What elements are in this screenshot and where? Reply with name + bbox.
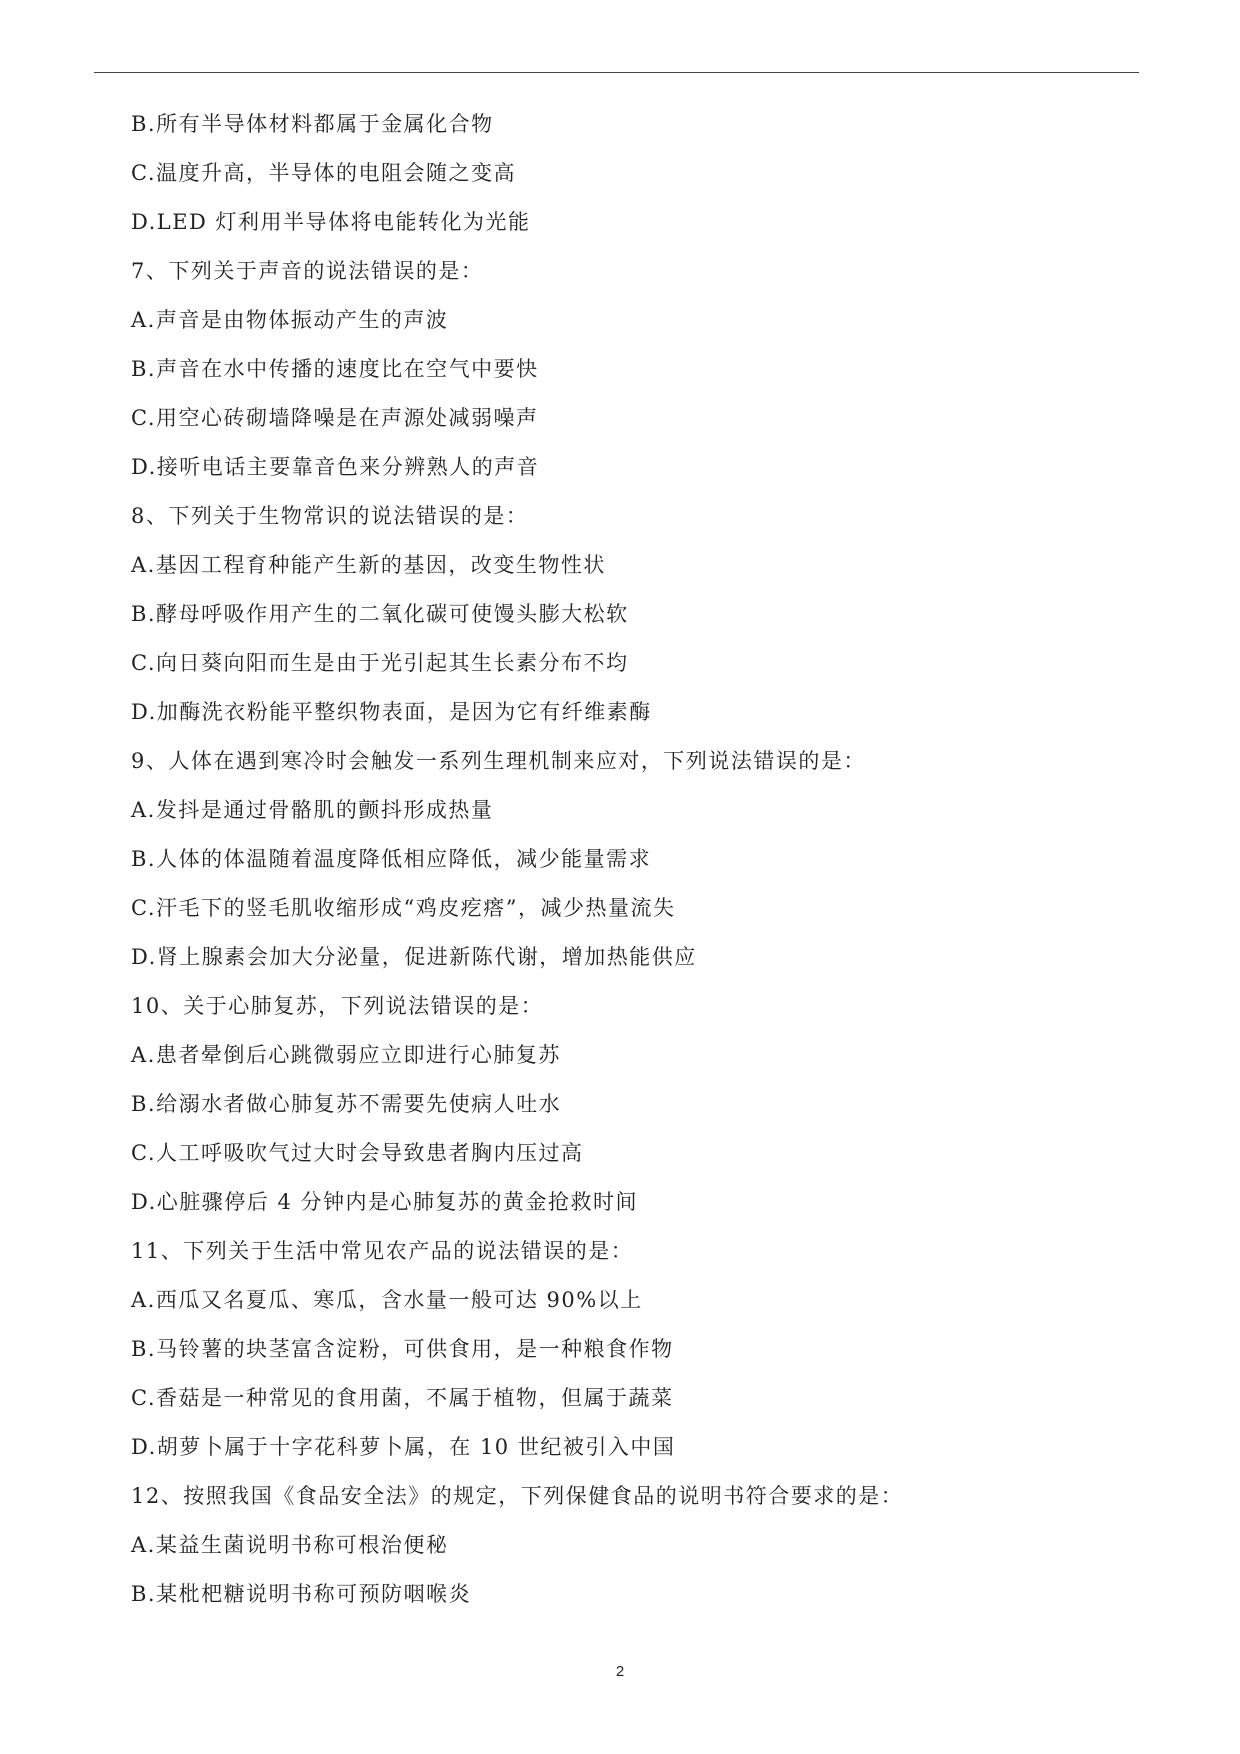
option-7b: B.声音在水中传播的速度比在空气中要快	[131, 357, 539, 381]
option-12a: A.某益生菌说明书称可根治便秘	[131, 1533, 449, 1557]
option-11a: A.西瓜又名夏瓜、寒瓜，含水量一般可达 90%以上	[131, 1288, 643, 1312]
header-rule	[94, 72, 1139, 73]
question-8: 8、下列关于生物常识的说法错误的是：	[131, 504, 529, 528]
option-6b: B.所有半导体材料都属于金属化合物	[131, 112, 494, 136]
option-10a: A.患者晕倒后心跳微弱应立即进行心肺复苏	[131, 1043, 561, 1067]
page-body	[131, 103, 1131, 1622]
page-number: 2	[615, 1663, 625, 1680]
option-6c: C.温度升高，半导体的电阻会随之变高	[131, 161, 516, 185]
option-10c: C.人工呼吸吹气过大时会导致患者胸内压过高	[131, 1141, 584, 1165]
option-11d: D.胡萝卜属于十字花科萝卜属，在 10 世纪被引入中国	[131, 1435, 676, 1459]
option-11b: B.马铃薯的块茎富含淀粉，可供食用，是一种粮食作物	[131, 1337, 674, 1361]
question-9: 9、人体在遇到寒冷时会触发一系列生理机制来应对，下列说法错误的是：	[131, 749, 866, 773]
option-9a: A.发抖是通过骨骼肌的颤抖形成热量	[131, 798, 494, 822]
option-8a: A.基因工程育种能产生新的基因，改变生物性状	[131, 553, 606, 577]
option-9c: C.汗毛下的竖毛肌收缩形成“鸡皮疙瘩”，减少热量流失	[131, 896, 676, 920]
question-11: 11、下列关于生活中常见农产品的说法错误的是：	[131, 1239, 634, 1263]
option-6d: D.LED 灯利用半导体将电能转化为光能	[131, 210, 531, 234]
option-8c: C.向日葵向阳而生是由于光引起其生长素分布不均	[131, 651, 629, 675]
option-10b: B.给溺水者做心肺复苏不需要先使病人吐水	[131, 1092, 562, 1116]
question-7: 7、下列关于声音的说法错误的是：	[131, 259, 484, 283]
option-11c: C.香菇是一种常见的食用菌，不属于植物，但属于蔬菜	[131, 1386, 674, 1410]
question-10: 10、关于心肺复苏，下列说法错误的是：	[131, 994, 544, 1018]
option-9b: B.人体的体温随着温度降低相应降低，减少能量需求	[131, 847, 652, 871]
option-7c: C.用空心砖砌墙降噪是在声源处减弱噪声	[131, 406, 539, 430]
option-7a: A.声音是由物体振动产生的声波	[131, 308, 449, 332]
option-8b: B.酵母呼吸作用产生的二氧化碳可使馒头膨大松软	[131, 602, 629, 626]
option-10d: D.心脏骤停后 4 分钟内是心肺复苏的黄金抢救时间	[131, 1190, 638, 1214]
option-7d: D.接听电话主要靠音色来分辨熟人的声音	[131, 455, 540, 479]
option-12b: B.某枇杷糖说明书称可预防咽喉炎	[131, 1582, 472, 1606]
option-9d: D.肾上腺素会加大分泌量，促进新陈代谢，增加热能供应	[131, 945, 697, 969]
question-12: 12、按照我国《食品安全法》的规定，下列保健食品的说明书符合要求的是：	[131, 1484, 904, 1508]
option-8d: D.加酶洗衣粉能平整织物表面，是因为它有纤维素酶	[131, 700, 652, 724]
